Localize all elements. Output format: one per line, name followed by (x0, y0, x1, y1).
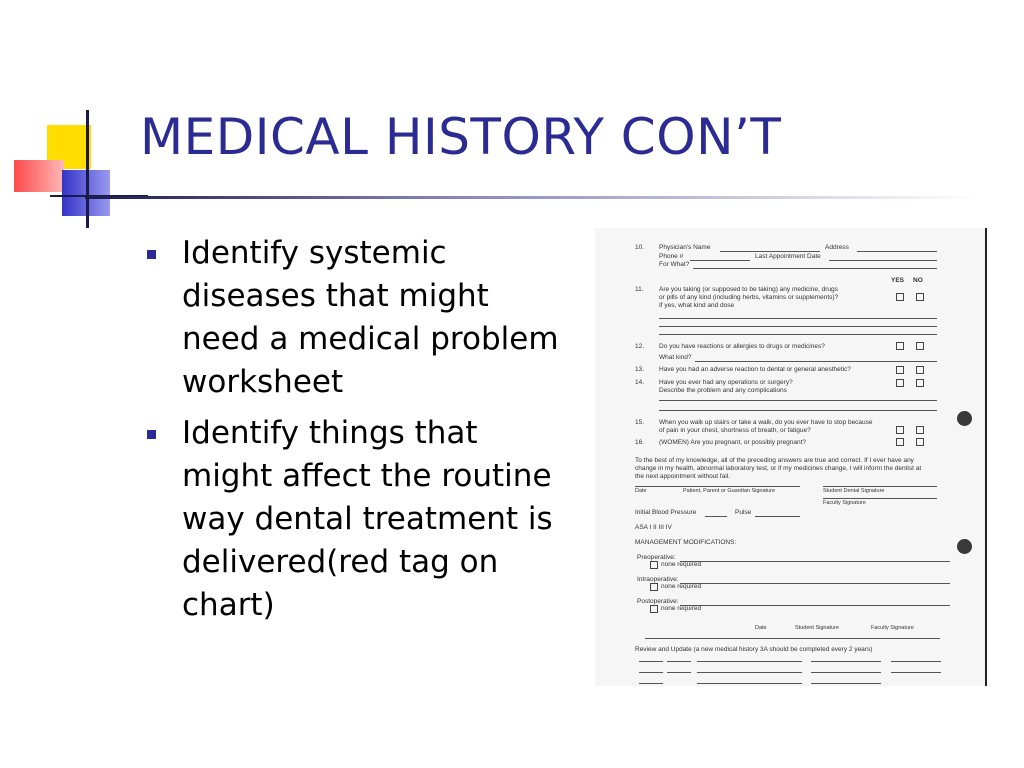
form-statement-line2: change in my health, abnormal laboratory test, or if my medicines change, I will inform the dentist at (635, 465, 922, 472)
logo-red-square (14, 160, 64, 192)
form-line (720, 251, 820, 252)
form-q10-phone: Phone # (659, 253, 684, 260)
form-checkbox (650, 605, 658, 613)
form-line (667, 661, 691, 662)
form-asa: ASA I II III IV (635, 524, 672, 531)
form-q15-number: 15. (635, 419, 645, 426)
form-line (680, 605, 950, 606)
form-checkbox-no (916, 293, 924, 301)
bullet-text: Identify things that might affect the routine way dental treatment is delivered(red tag on chart) (182, 415, 553, 623)
form-line (823, 486, 937, 487)
form-checkbox-no (916, 342, 924, 350)
title-underline (85, 196, 1024, 199)
form-checkbox-no (916, 379, 924, 387)
bullet-square-icon (147, 250, 156, 259)
form-q15-line2: of pain in your chest, shortness of breath, or fatigue? (659, 427, 811, 434)
form-none-required: none required (661, 561, 702, 568)
form-q10-number: 10. (635, 244, 645, 251)
form-q10-physician: Physician's Name (659, 244, 711, 251)
form-no-header: NO (913, 277, 923, 284)
slide-title: MEDICAL HISTORY CON’T (140, 108, 782, 166)
form-line (697, 683, 802, 684)
form-line (680, 583, 950, 584)
binder-hole-icon (957, 411, 972, 426)
form-line (755, 516, 800, 517)
decorative-logo (0, 100, 150, 230)
form-line (891, 672, 941, 673)
form-intraoperative: Intraoperative: (637, 576, 679, 583)
form-blood-pressure: Initial Blood Pressure (635, 509, 697, 516)
form-line (811, 661, 881, 662)
form-q12-line1: Do you have reactions or allergies to drugs or medicines? (659, 343, 825, 350)
form-checkbox-yes (896, 293, 904, 301)
form-sig-faculty: Faculty Signature (823, 500, 866, 506)
form-q11-line1: Are you taking (or supposed to be taking) any medicine, drugs (659, 286, 838, 293)
form-checkbox-no (916, 426, 924, 434)
form-line (811, 683, 881, 684)
form-checkbox-yes (896, 426, 904, 434)
form-line (697, 672, 802, 673)
form-checkbox-yes (896, 438, 904, 446)
form-line (690, 260, 750, 261)
form-postoperative: Postoperative: (637, 598, 679, 605)
form-line (635, 486, 800, 487)
form-q10-address: Address (825, 244, 849, 251)
form-q13-line1: Have you had an adverse reaction to dental or general anesthetic? (659, 366, 851, 373)
form-q14-line1: Have you ever had any operations or surgery? (659, 379, 793, 386)
bullet-item (145, 232, 565, 404)
form-line (891, 661, 941, 662)
form-line (693, 268, 937, 269)
form-footer-student: Student Signature (795, 625, 840, 631)
form-pulse: Pulse (735, 509, 752, 516)
form-sig-patient: Patient, Parent or Guardian Signature (683, 488, 776, 494)
form-none-required: none required (661, 605, 702, 612)
bullet-item (145, 412, 565, 627)
form-q16-line1: (WOMEN) Are you pregnant, or possibly pregnant? (659, 439, 807, 446)
form-q11-line3: If yes, what kind and dose (659, 302, 735, 309)
form-line (811, 672, 881, 673)
form-none-required: none required (661, 583, 702, 590)
form-footer-faculty: Faculty Signature (871, 625, 914, 631)
form-checkbox-no (916, 438, 924, 446)
form-line (659, 318, 937, 319)
form-line (639, 683, 663, 684)
form-review-update: Review and Update (a new medical history 3A should be completed every 2 years) (635, 646, 873, 653)
form-line (639, 661, 663, 662)
form-line (829, 260, 937, 261)
form-preoperative: Preoperative: (637, 554, 676, 561)
logo-vertical-line (86, 110, 89, 228)
form-line (680, 561, 950, 562)
form-checkbox (650, 561, 658, 569)
form-q13-number: 13. (635, 366, 645, 373)
form-checkbox-yes (896, 366, 904, 374)
form-sig-student: Student Dental Signature (823, 488, 885, 494)
form-q11-number: 11. (635, 286, 644, 293)
medical-history-form-scan (595, 228, 987, 686)
form-q10-last-appointment: Last Appointment Date (755, 253, 821, 260)
form-line (639, 672, 663, 673)
form-q12-line2: What kind? (659, 354, 692, 361)
form-sig-date: Date (635, 488, 647, 494)
form-line (857, 251, 937, 252)
form-line (705, 516, 727, 517)
form-q10-for-what: For What? (659, 261, 690, 268)
form-line (695, 361, 937, 362)
form-line (659, 400, 937, 401)
bullet-square-icon (147, 430, 156, 439)
form-q15-line1: When you walk up stairs or take a walk, do you ever have to stop because (659, 419, 873, 426)
form-checkbox-yes (896, 379, 904, 387)
form-line (659, 334, 937, 335)
form-q11-line2: or pills of any kind (including herbs, vitamins or supplements)? (659, 294, 839, 301)
form-q14-number: 14. (635, 379, 645, 386)
form-statement-line3: the next appointment without fail. (635, 473, 731, 480)
form-q14-line2: Describe the problem and any complications (659, 387, 787, 394)
form-line (659, 326, 937, 327)
form-checkbox (650, 583, 658, 591)
form-checkbox-yes (896, 342, 904, 350)
form-line (697, 661, 802, 662)
binder-hole-icon (957, 539, 972, 554)
form-yes-header: YES (891, 277, 905, 284)
form-line (659, 410, 937, 411)
form-line (645, 638, 940, 639)
form-line (667, 672, 691, 673)
form-line (823, 498, 937, 499)
form-checkbox-no (916, 366, 924, 374)
form-statement-line1: To the best of my knowledge, all of the preceding answers are true and correct. If I ever have any (635, 457, 914, 464)
form-q12-number: 12. (635, 343, 645, 350)
bullet-list (145, 232, 565, 635)
form-q16-number: 16. (635, 439, 645, 446)
bullet-text: Identify systemic diseases that might need a medical problem worksheet (182, 235, 559, 400)
form-footer-date: Date (755, 625, 767, 631)
form-management: MANAGEMENT MODIFICATIONS: (635, 539, 737, 546)
